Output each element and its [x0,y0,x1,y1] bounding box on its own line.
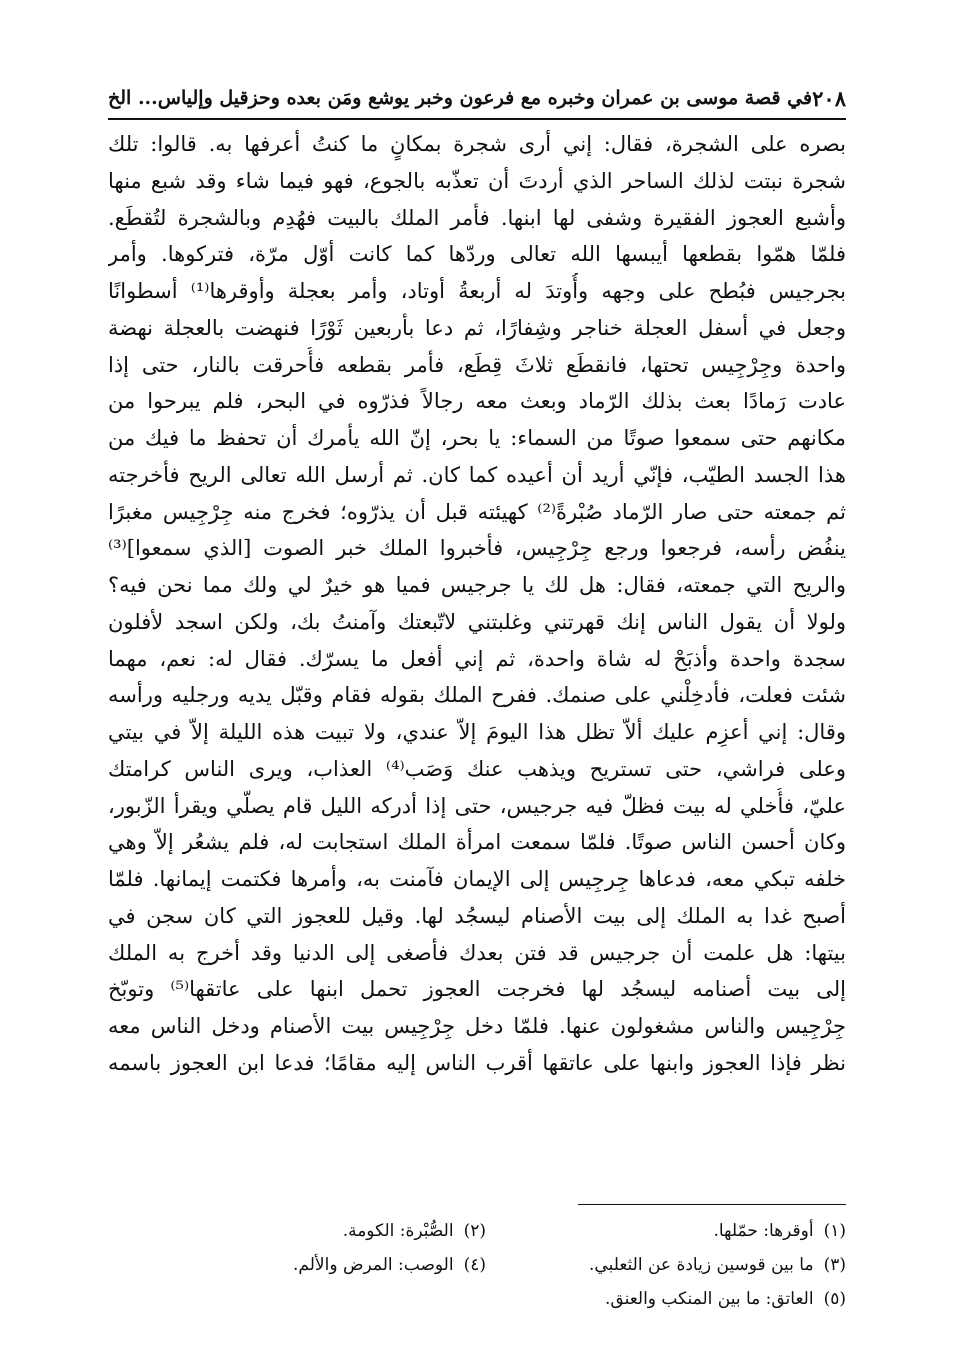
running-title: في قصة موسى بن عمران وخبره مع فرعون وخبر يوشع ومَن بعده وحزقيل وإلياس... الخ [108,87,813,109]
text-line: ثم جمعته حتى صار الرّماد صُبْرةً⁽²⁾ كهيئته قبل أن يذرّوه؛ فخرج منه جِرْجِيس مغبرًا [108,499,846,524]
footnote-number: (١) [823,1221,846,1241]
footnote-divider [578,1204,846,1205]
text-line: وكان أحسن الناس صوتًا. فلمّا سمعت امرأة الملك استجابت له، فلم يشعُر إلاّ وهي [108,830,846,855]
text-line: إلى بيت أصنامه ليسجُد لها فخرجت العجوز تحمل ابنها على عاتقها⁽⁵⁾ وتوبّخ [108,977,846,1002]
footnotes [108,1214,846,1316]
text-line: بجرجيس فبُطح على وجهه وأُوتدَ له أربعةُ أوتاد، وأمر بعجلة وأوقرها⁽¹⁾ أسطوانًا [108,279,846,303]
book-page [108,78,846,1338]
footnote-text: الوصب: المرض والألم. [293,1255,454,1275]
body-text [108,126,846,1082]
footnote-1 [486,1214,846,1248]
footnote-number: (٤) [463,1255,486,1275]
text-line: شجرة نبتت لذلك الساحر الذي أردتَ أن تعذّبه بالجوع، فهو فيما شاء وقد شبع منها [108,168,846,193]
text-line: جِرْجِيس والناس مشغولون عنها. فلمّا دخل جِرْجِيس بيت الأصنام ودخل الناس معه [108,1014,846,1038]
footnote-row [108,1282,846,1316]
text-line: أصبح غدا به الملك إلى بيت الأصنام ليسجُد لها. وقيل للعجوز التي كان سجن في [108,903,846,928]
text-line: بصره على الشجرة، فقال: إني أرى شجرة بمكانٍ ما كنتُ أعرفها به. قالوا: تلك [108,132,846,156]
text-line: هذا الجسد الطيّب، فإنّي أريد أن أعيده كما كان. ثم أرسل الله تعالى الريح فأخرجته [108,462,846,487]
text-line: مكانهم حتى سمعوا صوتًا من السماء: يا بحر، إنّ الله يأمرك أن تحفظ ما فيك من [108,426,846,450]
footnote-5 [486,1282,846,1316]
text-line: وقال: إني أعزِم عليك ألاّ تظل هذا اليومَ إلاّ عندي، ولا تبيت هذه الليلة إلاّ في بيتي [108,720,846,744]
text-line: ينفُض رأسه، فرجعوا ورجع جِرْجِيس، فأخبروا الملك خبر الصوت [الذي سمعوا]⁽³⁾ [108,536,846,561]
footnote-text: أوقرها: حمّلها. [713,1221,814,1241]
footnote-3 [486,1248,846,1282]
footnote-row [108,1248,846,1282]
text-line: سجدة واحدة وأذبَحْ له شاة واحدة، ثم إني أفعل ما يسرّك. فقال له: نعم، مهما [108,646,846,671]
text-line: بيتها: هل علمت أن جرجيس قد فتن بعدك فأصغى إلى الدنيا وقد أخرج به الملك [108,940,846,965]
text-line: وعلى فراشي، حتى تستريح ويذهب عنك وَصَب⁽⁴⁾ العذاب، ويرى الناس كرامتك [108,756,846,781]
text-line: نظر فإذا العجوز وابنها على عاتقها أقرب الناس إليه مقامًا؛ فدعا ابن العجوز باسمه [108,1050,846,1075]
footnote-text: الصُّبْرة: الكومة. [342,1221,454,1241]
text-line: وجعل في أسفل العجلة خناجر وشِفارًا، ثم دعا بأربعين ثَوْرًا فنهضت بالعجلة نهضة [108,315,846,340]
text-line: وأشبع العجوز الفقيرة وشفى لها ابنها. فأمر الملك بالبيت فهُدِم وبالشجرة لتُقطَع. [108,205,846,230]
text-line: عادت رَمادًا بعث بذلك الرّماد وبعث معه رجالاً فذرّوه في البحر، فلم يبرحوا من [108,389,846,414]
running-head [108,78,846,120]
text-line: فلمّا همّوا بقطعها أيبسها الله تعالى وردّها كما كانت أوّل مرّة، فتركوها. وأمر [108,242,846,267]
text-line: واحدة وجِرْجِيس تحتها، فانقطَع ثلاثَ قِطَع، فأمر بقطعه فأُحرقت بالنار، حتى إذا [108,352,846,377]
text-line: خلفه تبكي معه، فدعاها جِرجِيس إلى الإيمان فآمنت به، وأمرها فكتمت إيمانها. فلمّا [108,867,846,891]
text-line: عليّ، فأُخلي له بيت فظلّ فيه جرجيس، حتى إذا أدركه الليل قام يصلّي ويقرأ الزّبور، [108,793,846,818]
text-line: والريح التي جمعته، فقال: هل لك يا جرجيس فميا هو خيرٌ لي ولك مما نحن فيه؟ [108,573,846,597]
footnote-number: (٢) [463,1221,486,1241]
footnote-2 [126,1214,486,1248]
footnote-row [108,1214,846,1248]
footnote-text: العاتق: ما بين المنكب والعنق. [604,1289,814,1309]
footnote-number: (٣) [823,1255,846,1275]
footnote-text: ما بين قوسين زيادة عن الثعلبي. [589,1255,814,1275]
footnote-number: (٥) [823,1289,846,1309]
text-line: شئت فعلت، فأدخِلْني على صنمك. ففرح الملك بقوله فقام وقبّل يديه ورجليه ورأسه [108,683,846,708]
footnote-4 [126,1248,486,1282]
page-number: ٢٠٨ [812,85,846,111]
text-line: ولولا أن يقول الناس إنك قهرتني وغلبتني لاتّبعتك وآمنتُ بك، ولكن اسجد لأفلون [108,609,846,634]
